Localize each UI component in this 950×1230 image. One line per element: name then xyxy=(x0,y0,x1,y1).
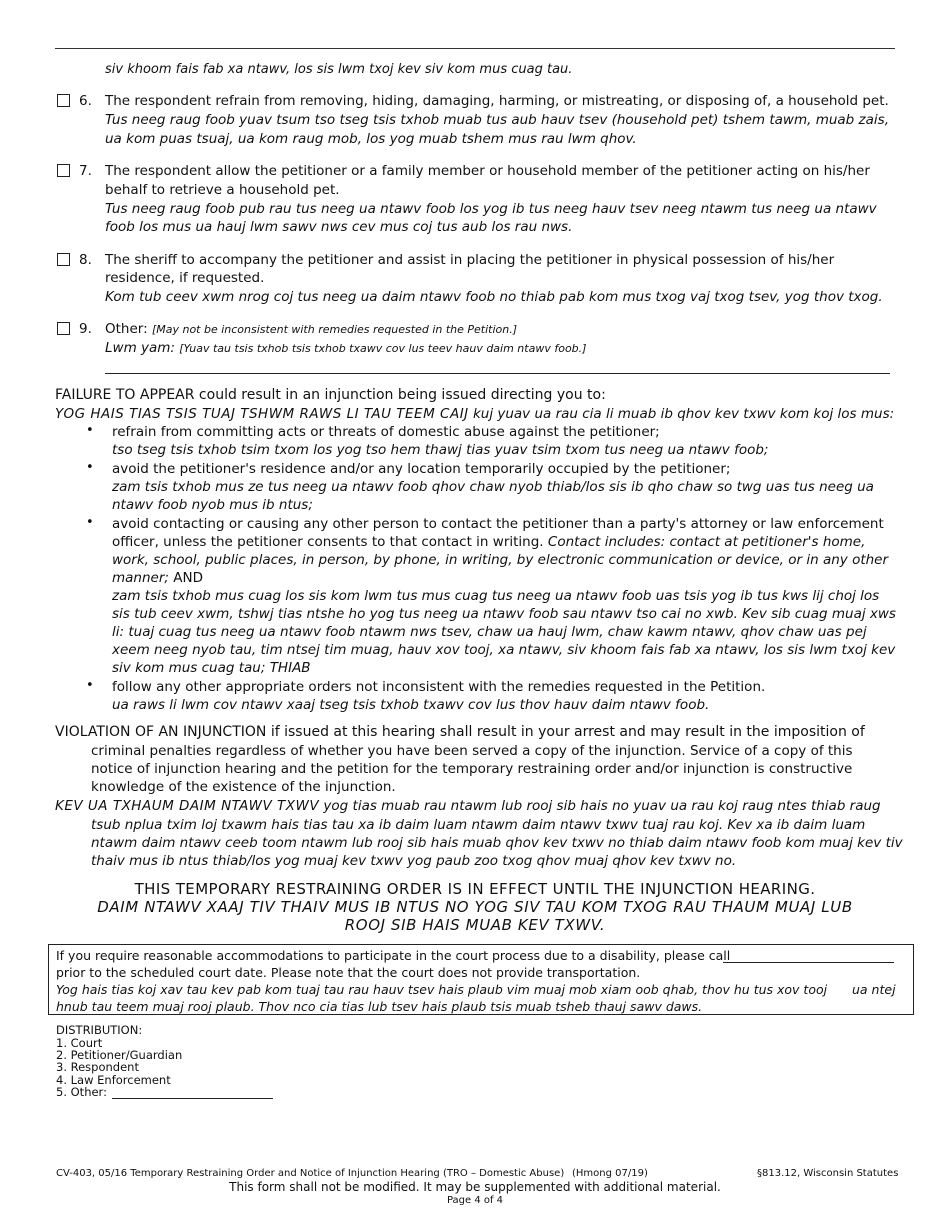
tro-notice-hmong: DAIM NTAWV XAAJ TIV THAIV MUS IB NTUS NO YOG SIV TAU KOM TXOG RAU THAUM MUAJ LUB xyxy=(97,898,853,916)
other-note: [May not be inconsistent with remedies requested in the Petition.] xyxy=(151,323,518,336)
violation-hmong-caps: KEV UA TXHAUM DAIM NTAWV TXWV xyxy=(55,798,320,814)
accommodations-hmong: ua ntej xyxy=(852,982,896,997)
distribution-item: 4. Law Enforcement xyxy=(56,1073,171,1087)
accommodations-text: If you require reasonable accommodations to participate in the court process due to a disability, please call xyxy=(56,948,731,963)
distribution-item: 1. Court xyxy=(56,1036,103,1050)
bullet-dot: • xyxy=(86,678,94,693)
item-7-checkbox[interactable] xyxy=(57,164,70,177)
violation-hmong-rest: yog tias muab rau ntawm lub rooj sib hais no yuav ua rau koj raug ntes thiab raug xyxy=(319,798,881,814)
form-id: CV-403, 05/16 Temporary Restraining Order and Notice of Injunction Hearing (TRO – Domestic Abuse) xyxy=(56,1168,565,1179)
bullet-3-and-word: AND xyxy=(168,570,203,586)
failure-hmong-caps: YOG HAIS TIAS TSIS TUAJ TSHWM RAWS LI TAU TEEM CAIJ xyxy=(55,406,469,422)
item-8-number: 8. xyxy=(79,252,92,268)
other-write-line[interactable] xyxy=(105,373,890,374)
item-8-checkbox[interactable] xyxy=(57,253,70,266)
violation-hmong: tsub nplua txim loj txawm hais tias tau xa ib daim luam ntawm daim ntawv txwv tuaj rau koj. Kev xa ib daim luam xyxy=(91,817,866,833)
other-label: Other: xyxy=(105,321,152,337)
other-distribution-line[interactable] xyxy=(112,1098,273,1099)
bullet-2-text: avoid the petitioner's residence and/or any location temporarily occupied by the petitioner; xyxy=(112,461,731,477)
bullet-2-hmong: zam tsis txhob mus ze tus neeg ua ntawv foob qhov chaw nyob thiab/los sis ib qho chaw so twg uas tus neeg ua xyxy=(112,479,874,495)
failure-heading-hmong xyxy=(55,405,894,423)
distribution-item: 5. Other: xyxy=(56,1085,107,1099)
accommodations-hmong: hnub tau teem muaj rooj plaub. Thov nco cia tias lub tsev hais plaub tsis muab tsheb thauj sawv daws. xyxy=(56,999,703,1014)
modification-notice: This form shall not be modified. It may be supplemented with additional material. xyxy=(229,1180,721,1194)
violation-text: notice of injunction hearing and the petition for the temporary restraining order and/or injunction is constructive xyxy=(91,761,853,777)
item-7-text: The respondent allow the petitioner or a family member or household member of the petitioner acting on his/her xyxy=(105,163,870,179)
item-9-hmong xyxy=(105,339,586,358)
distribution-item: 2. Petitioner/Guardian xyxy=(56,1048,183,1062)
violation-hmong-line xyxy=(55,797,881,815)
item-7-number: 7. xyxy=(79,163,92,179)
continuation-text: siv khoom fais fab xa ntawv, los sis lwm txoj kev siv kom mus cuag tau. xyxy=(105,62,573,77)
bullet-3-manner: manner; xyxy=(112,570,169,586)
bullet-dot: • xyxy=(86,423,94,438)
item-9-other xyxy=(105,320,517,339)
item-9-checkbox[interactable] xyxy=(57,322,70,335)
bullet-4-text: follow any other appropriate orders not inconsistent with the remedies requested in the Petition. xyxy=(112,679,766,695)
item-6-hmong: Tus neeg raug foob yuav tsum tso tseg tsis txhob muab tus aub hauv tsev (household pet) tshem tawm, muab zais, xyxy=(105,112,889,128)
violation-line xyxy=(55,723,865,741)
bullet-3-and xyxy=(112,569,203,587)
tro-notice-hmong: ROOJ SIB HAIS MUAB KEV TXWV. xyxy=(344,916,606,934)
accommodations-hmong: Yog hais tias koj xav tau kev pab kom tuaj tau rau hauv tsev hais plaub vim muaj mob xiam oob qhab, thov hu tus xov tooj xyxy=(56,982,828,997)
bullet-3-contact: Contact includes: contact at petitioner's home, xyxy=(547,534,866,550)
phone-write-line[interactable] xyxy=(723,962,894,963)
bullet-3-text xyxy=(112,533,865,551)
bullet-dot: • xyxy=(86,460,94,475)
bullet-3-contact: work, school, public places, in person, by phone, in writing, by electronic communication or device, or in any other xyxy=(112,552,889,568)
violation-caps: VIOLATION OF AN INJUNCTION xyxy=(55,724,267,740)
failure-hmong-rest: kuj yuav ua rau cia li muab ib qhov kev txwv kom koj los mus: xyxy=(468,406,895,422)
violation-text: criminal penalties regardless of whether you have been served a copy of the injunction. Service of a copy of this xyxy=(91,743,853,759)
statute: §813.12, Wisconsin Statutes xyxy=(757,1168,899,1179)
bullet-1-text: refrain from committing acts or threats of domestic abuse against the petitioner; xyxy=(112,424,660,440)
item-8-text: The sheriff to accompany the petitioner and assist in placing the petitioner in physical possession of his/her xyxy=(105,252,835,268)
item-9-number: 9. xyxy=(79,321,92,337)
item-7-text: behalf to retrieve a household pet. xyxy=(105,182,340,198)
other-label-hmong: Lwm yam: xyxy=(105,340,180,356)
bullet-1-hmong: tso tseg tsis txhob tsim txom los yog tso hem thawj tias yuav tsim txom tus neeg ua ntawv foob; xyxy=(112,442,769,458)
bullet-3-hmong: xeem neeg nyob tau, tim ntsej tim muag, hauv xov tooj, xa ntawv, siv khoom fais fab xa ntawv, los sis lwm txoj kev xyxy=(112,642,896,658)
bullet-dot: • xyxy=(86,515,94,530)
bullet-3-hmong: li: tuaj cuag tus neeg ua ntawv foob ntawm nws tsev, chaw ua hauj lwm, chaw kawm ntawv, qhov chaw uas pej xyxy=(112,624,867,640)
violation-text: knowledge of the existence of the injunction. xyxy=(91,779,396,795)
distribution-title: DISTRIBUTION: xyxy=(56,1023,143,1037)
item-7-hmong: foob los mus ua hauj lwm sawv nws cev mus coj tus aub los rau nws. xyxy=(105,219,573,235)
violation-rest: if issued at this hearing shall result in your arrest and may result in the imposition of xyxy=(266,724,865,740)
failure-heading: FAILURE TO APPEAR could result in an injunction being issued directing you to: xyxy=(55,387,606,403)
top-rule xyxy=(55,48,895,49)
bullet-3-plain: officer, unless the petitioner consents to that contact in writing. xyxy=(112,534,548,550)
bullet-3-hmong: sis tub ceev xwm, tshwj tias ntshe ho yog tus neeg ua ntawv foob sau ntawv tso cai no xwb. Kev sib cuag muaj xws xyxy=(112,606,896,622)
item-6-text: The respondent refrain from removing, hiding, damaging, harming, or mistreating, or disposing of, a household pet. xyxy=(105,93,889,109)
violation-hmong: ntawm daim ntawv ceeb toom ntawm lub rooj sib hais muab qhov kev txwv no thiab daim ntawv foob kom muaj kev tiv xyxy=(91,835,903,851)
accommodations-text: prior to the scheduled court date. Please note that the court does not provide transportation. xyxy=(56,965,641,980)
bullet-2-hmong: ntawv foob nyob mus ib ntus; xyxy=(112,497,313,513)
item-8-hmong: Kom tub ceev xwm nrog coj tus neeg ua daim ntawv foob no thiab pab kom mus txog vaj txog tsev, yog thov txog. xyxy=(105,289,883,305)
bullet-3-hmong: siv kom mus cuag tau; THIAB xyxy=(112,660,311,676)
item-6-checkbox[interactable] xyxy=(57,94,70,107)
bullet-3-text: avoid contacting or causing any other person to contact the petitioner than a party's attorney or law enforcement xyxy=(112,516,884,532)
bullet-4-hmong: ua raws li lwm cov ntawv xaaj tseg tsis txhob txawv cov lus thov hauv daim ntawv foob. xyxy=(112,697,710,713)
item-8-text: residence, if requested. xyxy=(105,270,265,286)
item-6-number: 6. xyxy=(79,93,92,109)
distribution-item: 3. Respondent xyxy=(56,1060,139,1074)
bullet-3-hmong: zam tsis txhob mus cuag los sis kom lwm tus mus cuag tus neeg ua ntawv foob uas tsis yog ib tus kws lij choj los xyxy=(112,588,880,604)
tro-notice: THIS TEMPORARY RESTRAINING ORDER IS IN EFFECT UNTIL THE INJUNCTION HEARING. xyxy=(134,880,816,898)
hmong-version: (Hmong 07/19) xyxy=(572,1168,648,1179)
page-number: Page 4 of 4 xyxy=(446,1195,504,1206)
violation-hmong: thaiv mus ib ntus thiab/los yog muaj kev txwv yog paub zoo txog qhov muaj qhov kev txwv no. xyxy=(91,853,737,869)
item-6-hmong: ua kom puas tsuaj, ua kom raug mob, los yog muab tshem mus rau lwm qhov. xyxy=(105,131,637,147)
item-7-hmong: Tus neeg raug foob pub rau tus neeg ua ntawv foob los yog ib tus neeg hauv tsev neeg ntawm tus neeg ua ntawv xyxy=(105,201,877,217)
other-note-hmong: [Yuav tau tsis txhob tsis txhob txawv cov lus teev hauv daim ntawv foob.] xyxy=(179,342,587,355)
